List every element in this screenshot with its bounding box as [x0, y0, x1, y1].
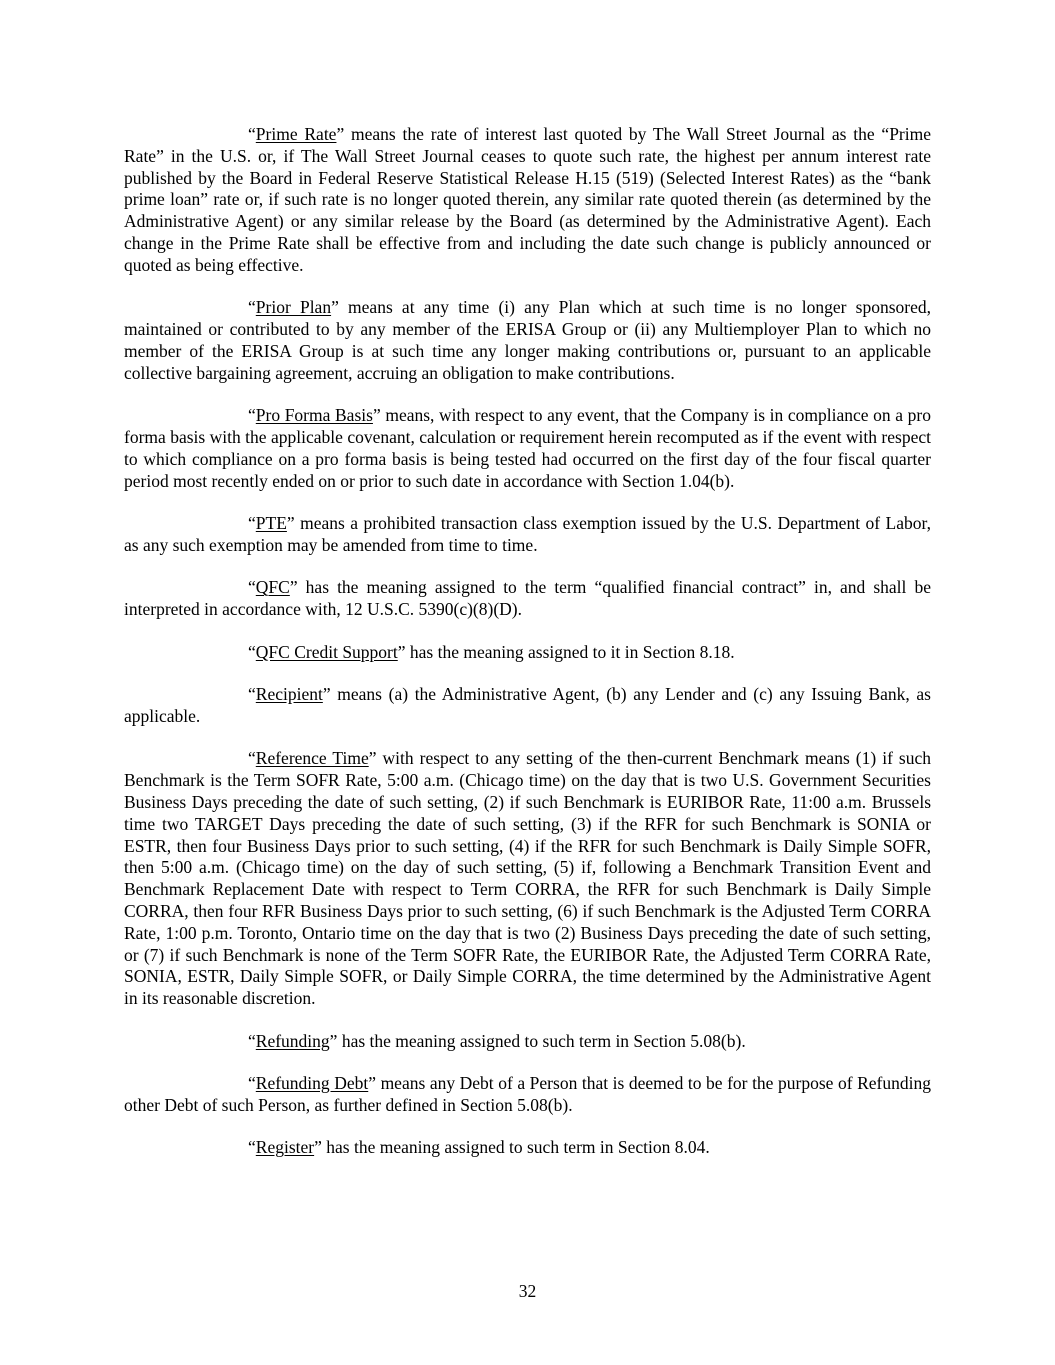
definition-text: has the meaning assigned to the term “qualified financial contract” in, and shall be interpreted in accordance with, 12 U.S.C. 5390(c)(8)(D). — [124, 577, 931, 620]
definition-text: means a prohibited transaction class exemption issued by the U.S. Department of Labor, as any such exemption may be amended from time to time. — [124, 513, 931, 555]
document-body — [124, 124, 931, 1180]
definition-text: means any Debt of a Person that is deemed to be for the purpose of Refunding other Debt of such Person, as further defined in Section 5.08(b). — [124, 1073, 931, 1115]
definition-text: has the meaning assigned to such term in Section 5.08(b). — [337, 1030, 746, 1051]
definition-text: means, with respect to any event, that the Company is in compliance on a pro forma basis with the applicable covenant, calculation or requirement herein recomputed as if the event with respect to which compliance on a pro forma basis is being tested had occurred on the first day of the four fiscal quarter period most recently ended on or prior to such date in accordance with Section 1.04(b). — [124, 405, 931, 491]
definition-prime-rate: “Prime Rate” means the rate of interest last quoted by The Wall Street Journal as the “Prime Rate” in the U.S. or, if The Wall Street Journal ceases to quote such rate, the highest per annum interest rate published by the Board in Federal Reserve Statistical Release H.15 (519) (Selected Interest Rates) as the “bank prime loan” rate or, if such rate is no longer quoted therein, any similar rate quoted therein (as determined by the Administrative Agent) or any similar release by the Board (as determined by the Administrative Agent). Each change in the Prime Rate shall be effective from and including the date such change is publicly announced or quoted as being effective. — [124, 124, 932, 275]
definition-text: has the meaning assigned to it in Section 8.18. — [405, 641, 735, 662]
defined-term: Refunding Debt — [255, 1073, 369, 1094]
defined-term: Refunding — [255, 1030, 330, 1051]
definition-pte: “PTE” means a prohibited transaction class exemption issued by the U.S. Department of Labor, as any such exemption may be amended from time to time. — [124, 513, 931, 555]
definition-refunding-debt: “Refunding Debt” means any Debt of a Person that is deemed to be for the purpose of Refunding other Debt of such Person, as further defined in Section 5.08(b). — [124, 1073, 931, 1115]
defined-term: QFC Credit Support — [255, 641, 398, 662]
definition-register: “Register” has the meaning assigned to such term in Section 8.04. — [248, 1137, 710, 1158]
defined-term: Prime Rate — [255, 124, 337, 144]
definition-recipient: “Recipient” means (a) the Administrative Agent, (b) any Lender and (c) any Issuing Bank, as applicable. — [124, 684, 931, 726]
definition-qfc-credit-support: “QFC Credit Support” has the meaning assigned to it in Section 8.18. — [248, 641, 735, 662]
definition-text: with respect to any setting of the then-current Benchmark means (1) if such Benchmark is the Term SOFR Rate, 5:00 a.m. (Chicago time) on the day that is two U.S. Government Securities Business Days preceding the date of such setting, (2) if such Benchmark is EURIBOR Rate, 11:00 a.m. Brussels time two TARGET Days preceding the date of such setting, (3) if the RFR for such Benchmark is SONIA or ESTR, then four Business Days prior to such setting, (4) if the RFR for such Benchmark is Daily Simple SOFR, then 5:00 a.m. (Chicago time) on the day of such setting, (5) if, following a Benchmark Transition Event and Benchmark Replacement Date with respect to Term CORRA, the RFR for such Benchmark is Daily Simple CORRA, then four RFR Business Days prior to such setting, (6) if such Benchmark is the Adjusted Term CORRA Rate, 1:00 p.m. Toronto, Ontario time on the day that is two (2) Business Days preceding the date of such setting, or (7) if such Benchmark is none of the Term SOFR Rate, the EURIBOR Rate, the Adjusted Term CORRA Rate, SONIA, ESTR, Daily Simple SOFR, or Daily Simple CORRA, the time determined by the Administrative Agent in its reasonable discretion. — [124, 748, 931, 1009]
defined-term: QFC — [255, 577, 290, 598]
definition-prior-plan: “Prior Plan” means at any time (i) any Plan which at such time is no longer sponsored, maintained or contributed to by any member of the ERISA Group or (ii) any Multiemployer Plan to which no member of the ERISA Group is at such time any longer making contributions or, pursuant to an applicable collective bargaining agreement, accruing an obligation to make contributions. — [124, 297, 931, 383]
definition-refunding: “Refunding” has the meaning assigned to such term in Section 5.08(b). — [248, 1030, 746, 1051]
definition-qfc: “QFC” has the meaning assigned to the term “qualified financial contract” in, and shall be interpreted in accordance with, 12 U.S.C. 5390(c)(8)(D). — [124, 577, 931, 620]
page-number: 32 — [518, 1281, 537, 1301]
defined-term: Prior Plan — [255, 297, 332, 318]
defined-term: Register — [255, 1137, 315, 1158]
definition-pro-forma-basis: “Pro Forma Basis” means, with respect to any event, that the Company is in compliance on a pro forma basis with the applicable covenant, calculation or requirement herein recomputed as if the event with respect to which compliance on a pro forma basis is being tested had occurred on the first day of the four fiscal quarter period most recently ended on or prior to such date in accordance with Section 1.04(b). — [124, 405, 931, 491]
definition-reference-time: “Reference Time” with respect to any setting of the then-current Benchmark means (1) if such Benchmark is the Term SOFR Rate, 5:00 a.m. (Chicago time) on the day that is two U.S. Government Securities Business Days preceding the date of such setting, (2) if such Benchmark is EURIBOR Rate, 11:00 a.m. Brussels time two TARGET Days preceding the date of such setting, (3) if the RFR for such Benchmark is SONIA or ESTR, then four Business Days prior to such setting, (4) if the RFR for such Benchmark is Daily Simple SOFR, then 5:00 a.m. (Chicago time) on the day of such setting, (5) if, following a Benchmark Transition Event and Benchmark Replacement Date with respect to Term CORRA, the RFR for such Benchmark is Daily Simple CORRA, then four RFR Business Days prior to such setting, (6) if such Benchmark is the Adjusted Term CORRA Rate, 1:00 p.m. Toronto, Ontario time on the day that is two (2) Business Days preceding the date of such setting, or (7) if such Benchmark is none of the Term SOFR Rate, the EURIBOR Rate, the Adjusted Term CORRA Rate, SONIA, ESTR, Daily Simple SOFR, or Daily Simple CORRA, the time determined by the Administrative Agent in its reasonable discretion. — [124, 748, 931, 1009]
definition-text: has the meaning assigned to such term in Section 8.04. — [321, 1137, 710, 1158]
definition-text: means at any time (i) any Plan which at such time is no longer sponsored, maintained or contributed to by any member of the ERISA Group or (ii) any Multiemployer Plan to which no member of the ERISA Group is at such time any longer making contributions or, pursuant to an applicable collective bargaining agreement, accruing an obligation to make contributions. — [124, 297, 931, 383]
defined-term: PTE — [255, 513, 287, 534]
defined-term: Pro Forma Basis — [255, 405, 373, 426]
definition-text: means (a) the Administrative Agent, (b) any Lender and (c) any Issuing Bank, as applicable. — [124, 684, 931, 726]
defined-term: Recipient — [255, 684, 323, 705]
definition-text: means the rate of interest last quoted by The Wall Street Journal as the “Prime Rate” in the U.S. or, if The Wall Street Journal ceases to quote such rate, the highest per annum interest rate published by the Board in Federal Reserve Statistical Release H.15 (519) (Selected Interest Rates) as the “bank prime loan” rate or, if such rate is no longer quoted therein, any similar rate quoted therein (as determined by the Administrative Agent) or any similar release by the Board (as determined by the Administrative Agent). Each change in the Prime Rate shall be effective from and including the date such change is publicly announced or quoted as being effective. — [124, 124, 932, 275]
defined-term: Reference Time — [255, 748, 369, 769]
